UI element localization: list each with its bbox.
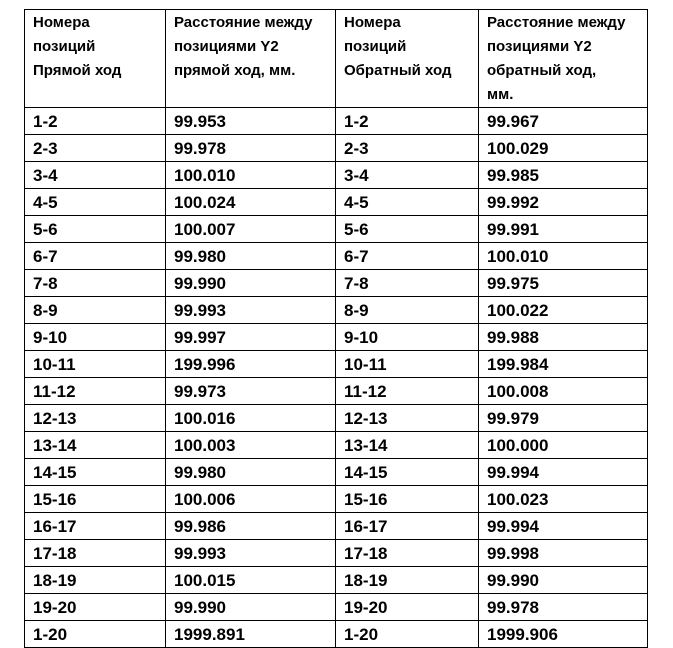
reverse-distance-cell: 199.984 [479, 351, 648, 378]
forward-position-cell: 6-7 [25, 243, 166, 270]
reverse-position-cell: 18-19 [336, 567, 479, 594]
forward-position-cell: 11-12 [25, 378, 166, 405]
header-forward-distance [166, 10, 336, 108]
header-text: позициями Y2 [487, 38, 592, 55]
reverse-position-cell: 11-12 [336, 378, 479, 405]
forward-position-cell: 1-2 [25, 108, 166, 135]
table-row [25, 405, 648, 432]
forward-distance-cell: 99.973 [166, 378, 336, 405]
table-row [25, 540, 648, 567]
table-row [25, 270, 648, 297]
header-text: обратный ход, [487, 62, 597, 79]
forward-position-cell: 2-3 [25, 135, 166, 162]
header-reverse-positions [336, 10, 479, 108]
forward-position-cell: 15-16 [25, 486, 166, 513]
reverse-position-cell: 6-7 [336, 243, 479, 270]
forward-distance-cell: 99.990 [166, 594, 336, 621]
forward-position-cell: 13-14 [25, 432, 166, 459]
reverse-distance-cell: 99.975 [479, 270, 648, 297]
reverse-distance-cell: 100.008 [479, 378, 648, 405]
header-text: позициями Y2 [174, 38, 279, 55]
header-text: Расстояние между [487, 14, 626, 31]
header-text: Обратный ход [344, 62, 452, 79]
header-text: позиций [33, 38, 96, 55]
table-row [25, 594, 648, 621]
reverse-position-cell: 14-15 [336, 459, 479, 486]
forward-distance-cell: 100.015 [166, 567, 336, 594]
table-row [25, 108, 648, 135]
table-row [25, 513, 648, 540]
forward-position-cell: 4-5 [25, 189, 166, 216]
reverse-position-cell: 16-17 [336, 513, 479, 540]
table-row [25, 216, 648, 243]
table-row [25, 486, 648, 513]
reverse-distance-cell: 99.979 [479, 405, 648, 432]
forward-position-cell: 3-4 [25, 162, 166, 189]
header-text: Расстояние между [174, 14, 313, 31]
reverse-position-cell: 3-4 [336, 162, 479, 189]
table-row [25, 567, 648, 594]
header-reverse-distance [479, 10, 648, 108]
forward-distance-cell: 99.986 [166, 513, 336, 540]
forward-distance-cell: 99.990 [166, 270, 336, 297]
forward-distance-cell: 100.006 [166, 486, 336, 513]
table-row [25, 297, 648, 324]
forward-position-cell: 10-11 [25, 351, 166, 378]
table-row [25, 324, 648, 351]
reverse-position-cell: 5-6 [336, 216, 479, 243]
reverse-position-cell: 4-5 [336, 189, 479, 216]
header-text: позиций [344, 38, 407, 55]
table-row [25, 621, 648, 648]
forward-position-cell: 19-20 [25, 594, 166, 621]
reverse-position-cell: 13-14 [336, 432, 479, 459]
forward-distance-cell: 99.997 [166, 324, 336, 351]
reverse-distance-cell: 1999.906 [479, 621, 648, 648]
reverse-distance-cell: 99.978 [479, 594, 648, 621]
reverse-distance-cell: 100.000 [479, 432, 648, 459]
reverse-distance-cell: 99.991 [479, 216, 648, 243]
reverse-position-cell: 12-13 [336, 405, 479, 432]
reverse-distance-cell: 100.023 [479, 486, 648, 513]
header-text: Прямой ход [33, 62, 122, 79]
header-text: Номера [33, 14, 90, 31]
forward-distance-cell: 199.996 [166, 351, 336, 378]
forward-position-cell: 18-19 [25, 567, 166, 594]
reverse-position-cell: 10-11 [336, 351, 479, 378]
table-row [25, 378, 648, 405]
forward-position-cell: 1-20 [25, 621, 166, 648]
forward-distance-cell: 100.024 [166, 189, 336, 216]
forward-position-cell: 17-18 [25, 540, 166, 567]
forward-distance-cell: 99.993 [166, 540, 336, 567]
reverse-position-cell: 2-3 [336, 135, 479, 162]
forward-distance-cell: 99.980 [166, 243, 336, 270]
forward-position-cell: 16-17 [25, 513, 166, 540]
table-row [25, 162, 648, 189]
table-row [25, 459, 648, 486]
header-text: мм. [487, 86, 514, 103]
reverse-position-cell: 1-2 [336, 108, 479, 135]
reverse-distance-cell: 99.992 [479, 189, 648, 216]
forward-position-cell: 14-15 [25, 459, 166, 486]
reverse-distance-cell: 99.988 [479, 324, 648, 351]
reverse-position-cell: 19-20 [336, 594, 479, 621]
table-row [25, 351, 648, 378]
forward-distance-cell: 100.010 [166, 162, 336, 189]
reverse-distance-cell: 99.985 [479, 162, 648, 189]
reverse-distance-cell: 99.994 [479, 459, 648, 486]
table-row [25, 189, 648, 216]
header-text: Номера [344, 14, 401, 31]
reverse-position-cell: 17-18 [336, 540, 479, 567]
header-row [25, 10, 648, 108]
header-forward-positions [25, 10, 166, 108]
reverse-distance-cell: 99.998 [479, 540, 648, 567]
forward-position-cell: 5-6 [25, 216, 166, 243]
table-body [25, 108, 648, 648]
forward-distance-cell: 100.003 [166, 432, 336, 459]
reverse-position-cell: 9-10 [336, 324, 479, 351]
reverse-distance-cell: 99.990 [479, 567, 648, 594]
reverse-distance-cell: 99.994 [479, 513, 648, 540]
forward-distance-cell: 99.980 [166, 459, 336, 486]
forward-position-cell: 7-8 [25, 270, 166, 297]
reverse-distance-cell: 99.967 [479, 108, 648, 135]
reverse-position-cell: 8-9 [336, 297, 479, 324]
forward-position-cell: 9-10 [25, 324, 166, 351]
reverse-distance-cell: 100.010 [479, 243, 648, 270]
reverse-distance-cell: 100.029 [479, 135, 648, 162]
forward-distance-cell: 99.953 [166, 108, 336, 135]
table-row [25, 135, 648, 162]
reverse-position-cell: 1-20 [336, 621, 479, 648]
distance-table [24, 9, 648, 648]
reverse-distance-cell: 100.022 [479, 297, 648, 324]
header-text: прямой ход, мм. [174, 62, 296, 79]
reverse-position-cell: 15-16 [336, 486, 479, 513]
forward-distance-cell: 100.007 [166, 216, 336, 243]
table-row [25, 432, 648, 459]
forward-position-cell: 8-9 [25, 297, 166, 324]
forward-distance-cell: 99.993 [166, 297, 336, 324]
reverse-position-cell: 7-8 [336, 270, 479, 297]
table-row [25, 243, 648, 270]
forward-distance-cell: 100.016 [166, 405, 336, 432]
forward-distance-cell: 1999.891 [166, 621, 336, 648]
forward-distance-cell: 99.978 [166, 135, 336, 162]
forward-position-cell: 12-13 [25, 405, 166, 432]
